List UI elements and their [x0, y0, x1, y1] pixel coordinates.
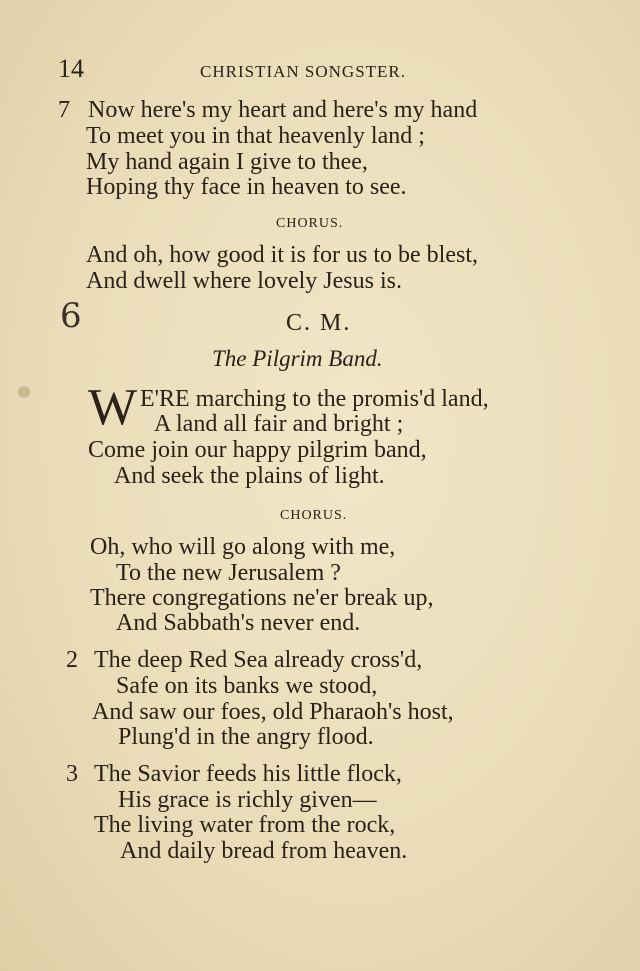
verse-line: My hand again I give to thee, [86, 149, 368, 175]
verse-line: The living water from the rock, [94, 812, 396, 838]
verse-line: Now here's my heart and here's my hand [88, 97, 478, 123]
ink-stain [18, 386, 30, 398]
chorus-label: CHORUS. [276, 216, 344, 231]
verse-number: 2 [66, 647, 78, 673]
hymn-meter: C. M. [286, 310, 352, 336]
chorus-label: CHORUS. [280, 508, 348, 523]
chorus-line: To the new Jerusalem ? [116, 560, 341, 586]
verse-line: Come join our happy pilgrim band, [88, 437, 427, 463]
verse-line: And seek the plains of light. [114, 463, 385, 489]
chorus-line: And oh, how good it is for us to be blest, [86, 242, 478, 268]
running-title: CHRISTIAN SONGSTER. [200, 62, 407, 81]
verse-line: E'RE marching to the promis'd land, [140, 386, 489, 412]
verse-line: To meet you in that heavenly land ; [86, 123, 425, 149]
page-number: 14 [58, 54, 84, 83]
hymn-title: The Pilgrim Band. [212, 346, 383, 371]
verse-line: A land all fair and bright ; [154, 411, 404, 437]
verse-line: Plung'd in the angry flood. [118, 724, 374, 750]
verse-number: 3 [66, 761, 78, 787]
verse-line: Hoping thy face in heaven to see. [86, 174, 407, 200]
drop-cap: W [88, 379, 138, 436]
chorus-line: And Sabbath's never end. [116, 610, 361, 636]
verse-line: And daily bread from heaven. [120, 838, 408, 864]
chorus-line: There congregations ne'er break up, [90, 585, 434, 611]
chorus-line: Oh, who will go along with me, [90, 534, 396, 560]
verse-number: 7 [58, 97, 70, 123]
hymn-number: 6 [60, 296, 82, 336]
verse-line: The deep Red Sea already cross'd, [94, 647, 423, 673]
verse-line: Safe on its banks we stood, [116, 673, 378, 699]
verse-line: His grace is richly given— [118, 787, 377, 813]
verse-line: And saw our foes, old Pharaoh's host, [92, 699, 454, 725]
chorus-line: And dwell where lovely Jesus is. [86, 268, 402, 294]
verse-line: The Savior feeds his little flock, [94, 761, 402, 787]
